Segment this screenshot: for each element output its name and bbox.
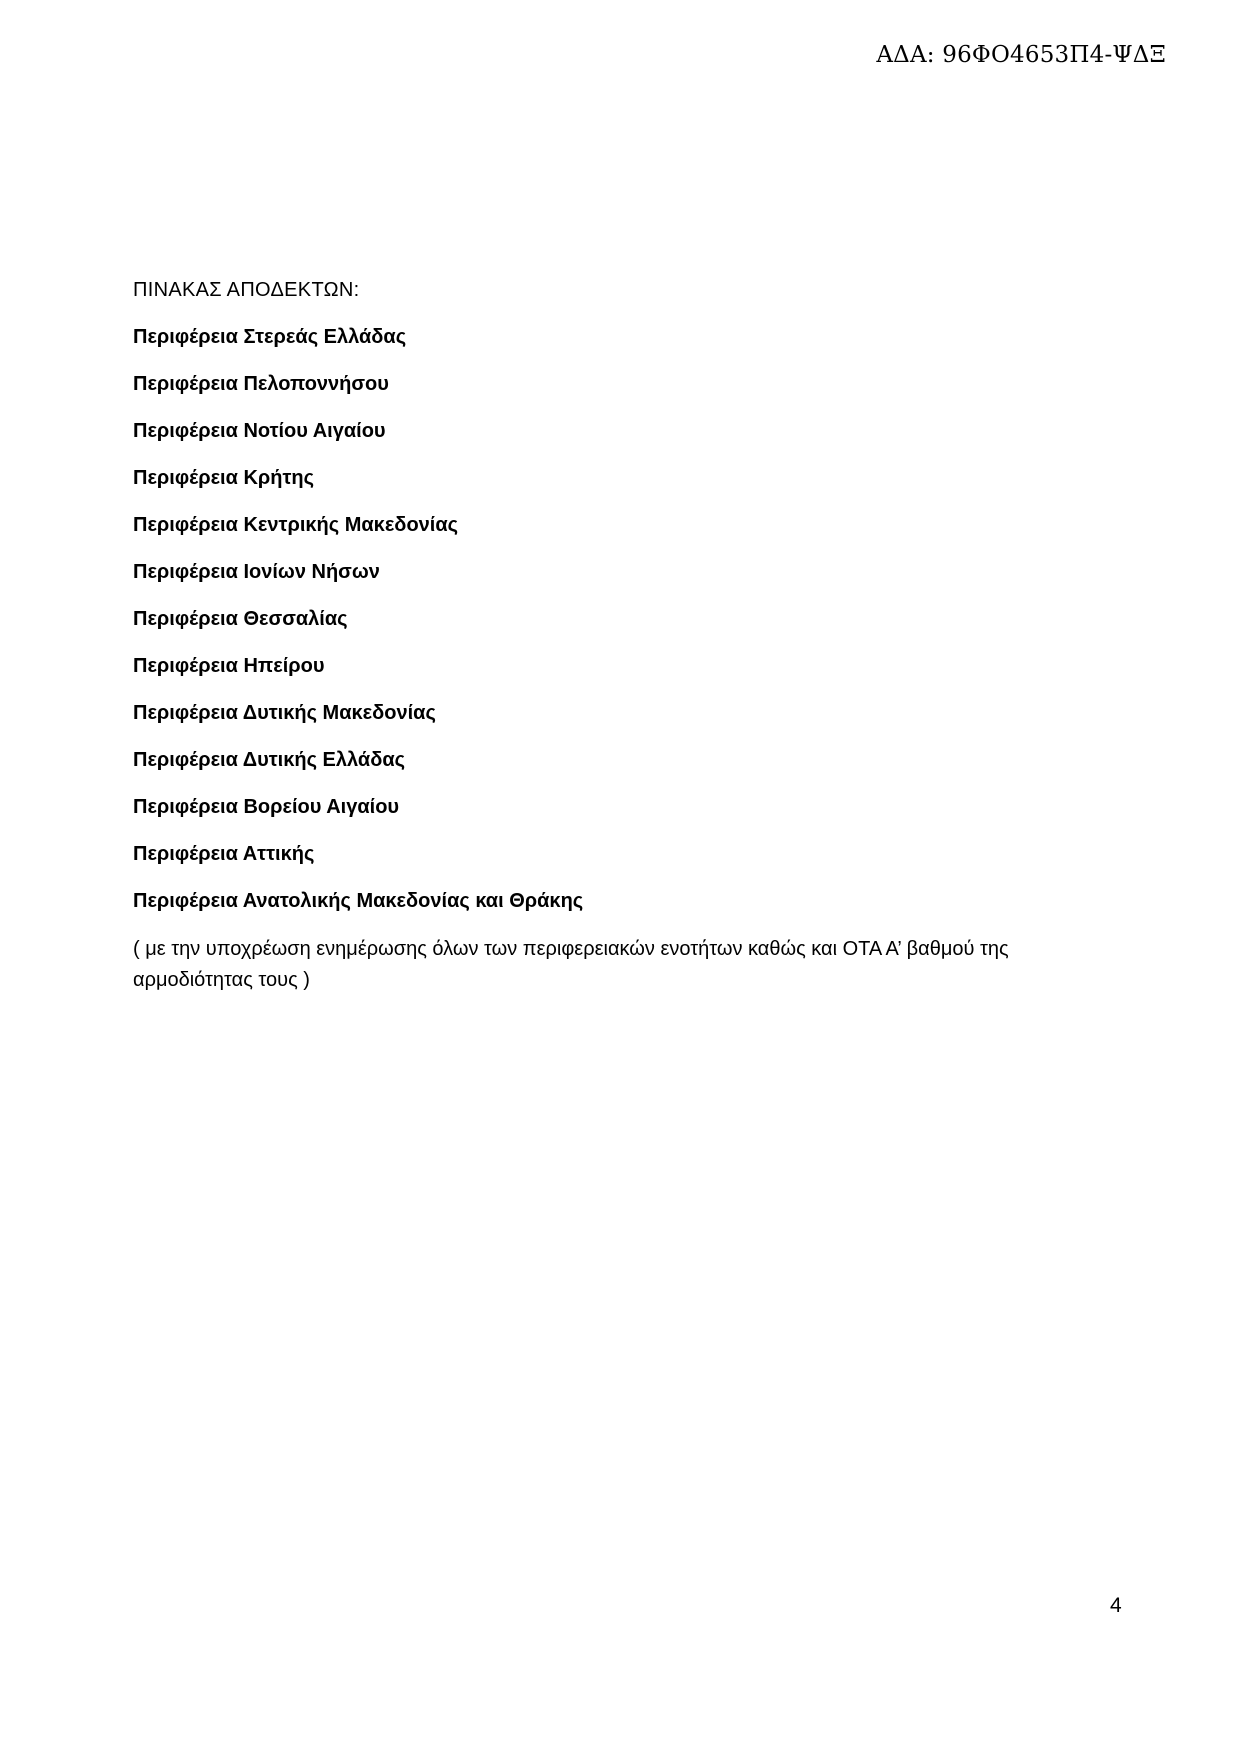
distribution-list-heading: ΠΙΝΑΚΑΣ ΑΠΟΔΕΚΤΩΝ:	[133, 279, 360, 301]
page-number: 4	[1110, 1594, 1122, 1617]
recipient-item: Περιφέρεια Στερεάς Ελλάδας	[133, 326, 407, 348]
recipient-item: Περιφέρεια Δυτικής Ελλάδας	[133, 749, 406, 771]
recipient-item: Περιφέρεια Ηπείρου	[133, 655, 325, 677]
recipient-item: Περιφέρεια Ιονίων Νήσων	[133, 561, 380, 583]
recipient-item: Περιφέρεια Αττικής	[133, 843, 315, 865]
recipient-item: Περιφέρεια Βορείου Αιγαίου	[133, 796, 400, 818]
recipient-item: Περιφέρεια Πελοποννήσου	[133, 373, 389, 395]
recipient-item: Περιφέρεια Νοτίου Αιγαίου	[133, 420, 386, 442]
recipient-item: Περιφέρεια Δυτικής Μακεδονίας	[133, 702, 436, 724]
distribution-list	[133, 276, 1093, 996]
recipient-item: Περιφέρεια Θεσσαλίας	[133, 608, 348, 630]
recipient-item: Περιφέρεια Ανατολικής Μακεδονίας και Θράκης	[133, 890, 584, 912]
recipient-item: Περιφέρεια Κρήτης	[133, 467, 315, 489]
ada-code: ΑΔΑ: 96ΦΟ4653Π4-ΨΔΞ	[876, 42, 1166, 68]
distribution-note: ( με την υποχρέωση ενημέρωσης όλων των περιφερειακών ενοτήτων καθώς και ΟΤΑ Α’ βαθμού της αρμοδιότητας τους )	[133, 938, 1009, 991]
recipient-item: Περιφέρεια Κεντρικής Μακεδονίας	[133, 514, 459, 536]
